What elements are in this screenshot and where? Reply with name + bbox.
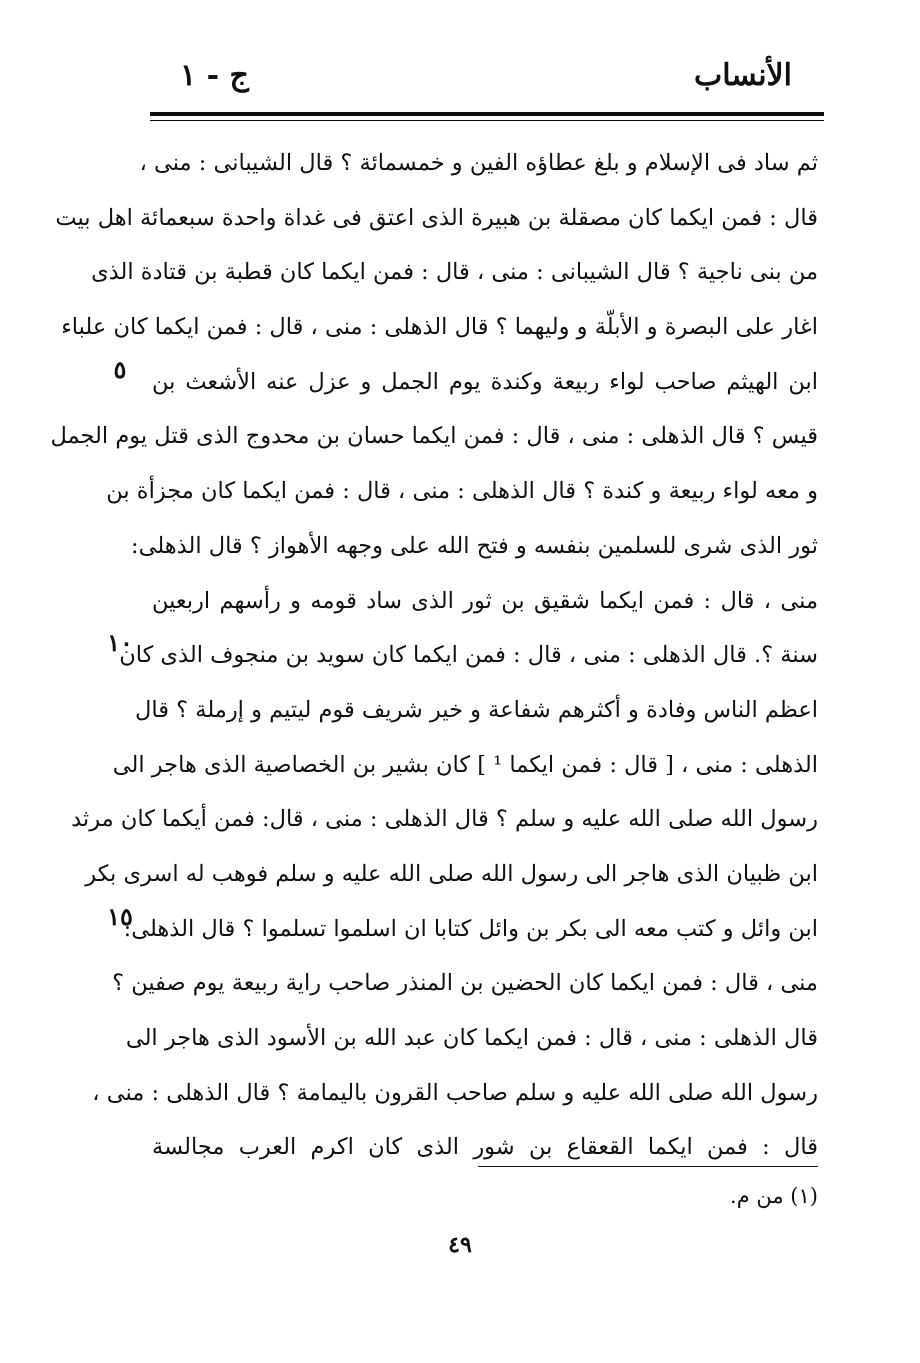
text-line: الذهلى : منى ، [ قال : فمن ايكما ¹ ] كان بشير بن الخصاصية الذى هاجر الى [112, 751, 818, 778]
text-line: ابن ظبيان الذى هاجر الى رسول الله صلى الله عليه و سلم فوهب له اسرى بكر [85, 860, 818, 887]
page-number: ٤٩ [448, 1232, 472, 1258]
text-line: رسول الله صلى الله عليه و سلم ؟ قال الذهلى : منى ، قال: فمن أيكما كان مرثد [71, 806, 818, 833]
text-line: رسول الله صلى الله عليه و سلم صاحب القرون باليمامة ؟ قال الذهلى : منى ، [92, 1079, 818, 1106]
text-line: ابن وائل و كتب معه الى بكر بن وائل كتابا ان اسلموا تسلموا ؟ قال الذهلى: [123, 915, 818, 942]
text-line: قيس ؟ قال الذهلى : منى ، قال : فمن ايكما حسان بن محدوج الذى قتل يوم الجمل [50, 423, 818, 450]
line-number-15: ١٥ [107, 902, 133, 931]
text-line: منى ، قال : فمن ايكما شقيق بن ثور الذى ساد قومه و رأسهم اربعين [152, 587, 818, 614]
line-number-5: ٥ [113, 355, 127, 384]
text-line: ثور الذى شرى للسلمين بنفسه و فتح الله على وجهه الأهواز ؟ قال الذهلى: [131, 532, 818, 559]
text-line: اعظم الناس وفادة و أكثرهم شفاعة و خير شريف قوم ليتيم و إرملة ؟ قال [135, 696, 818, 723]
footnote-rule [478, 1166, 818, 1167]
line-number-10: ١٠ [107, 628, 133, 657]
footnote: (١) من م. [730, 1184, 818, 1208]
text-line: و معه لواء ربيعة و كندة ؟ قال الذهلى : منى ، قال : فمن ايكما كان مجزأة بن [106, 478, 818, 505]
header-rule [150, 112, 824, 116]
volume-label: ج - ١ [180, 58, 249, 93]
header-rule-thin [150, 120, 824, 121]
text-line: قال : فمن ايكما القعقاع بن شور الذى كان اكرم العرب مجالسة [152, 1134, 818, 1161]
text-line: سنة ؟. قال الذهلى : منى ، قال : فمن ايكما كان سويد بن منجوف الذى كان [119, 642, 818, 669]
text-line: اغار على البصرة و الأبلّة و وليهما ؟ قال الذهلى : منى ، قال : فمن ايكما كان علباء [61, 314, 818, 341]
text-line: من بنى ناجية ؟ قال الشيبانى : منى ، قال : فمن ايكما كان قطبة بن قتادة الذى [91, 259, 818, 286]
text-line: قال : فمن ايكما كان مصقلة بن هبيرة الذى اعتق فى غداة واحدة سبعمائة اهل بيت [55, 204, 818, 231]
text-line: قال الذهلى : منى ، قال : فمن ايكما كان عبد الله بن الأسود الذى هاجر الى [125, 1025, 818, 1051]
text-line: ثم ساد فى الإسلام و بلغ عطاؤه الفين و خمسمائة ؟ قال الشيبانى : منى ، [139, 150, 818, 176]
text-line: ابن الهيثم صاحب لواء ربيعة وكندة يوم الجمل و عزل عنه الأشعث بن [152, 368, 818, 395]
text-line: منى ، قال : فمن ايكما كان الحضين بن المنذر صاحب راية ربيعة يوم صفين ؟ [112, 970, 818, 997]
running-title: الأنساب [694, 58, 792, 93]
